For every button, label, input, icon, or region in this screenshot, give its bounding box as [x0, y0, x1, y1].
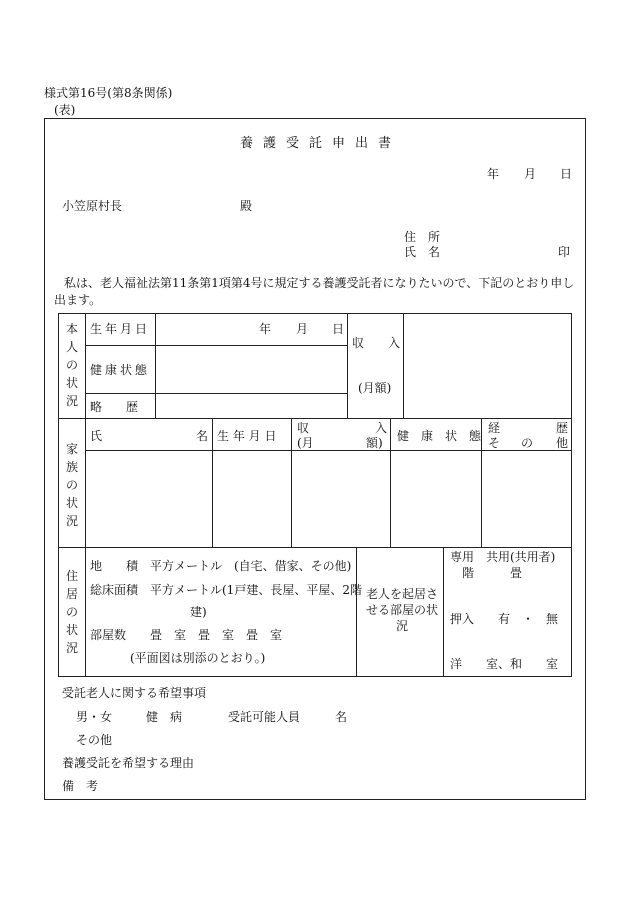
- family-other-a: そ: [488, 436, 501, 450]
- name-label: 氏 名: [404, 245, 441, 259]
- family-name-label-2: 名: [196, 429, 209, 443]
- intro-text: 私は、老人福祉法第11条第1項第4号に規定する養護受託者になりたいので、下記のとおり申し出ます。: [54, 276, 575, 308]
- housing-land-value: 平方メートル (自宅、借家、その他): [150, 559, 352, 573]
- self-income-monthly: (月額): [358, 381, 392, 395]
- family-other-b: の: [521, 436, 534, 450]
- form-side: (表): [54, 103, 76, 117]
- self-history-label: 略 歴: [90, 400, 139, 414]
- family-health-label: 健 康 状 態: [397, 429, 482, 443]
- grid-line: [443, 547, 444, 677]
- self-birth-month: 月: [296, 322, 309, 336]
- date-month: 月: [524, 167, 537, 181]
- form-number: 様式第16号(第8条関係): [44, 86, 173, 100]
- housing-floor-label: 総床面積: [90, 583, 139, 597]
- housing-elder-room-label: 老人を起居させる部屋の状況: [365, 587, 438, 634]
- grid-line: [85, 345, 348, 346]
- grid-line: [291, 418, 292, 548]
- family-name-label: 氏: [90, 429, 103, 443]
- housing-closet: 押入 有 ・ 無: [450, 612, 559, 626]
- grid-line: [347, 313, 348, 419]
- family-income-label-2: 入: [375, 421, 388, 435]
- housing-floor-value: 平方メートル(1戸建、長屋、平屋、2階: [150, 583, 362, 597]
- housing-section-label: 住居の状況: [65, 569, 78, 655]
- grid-line: [58, 313, 572, 314]
- family-income-sub: (月: [297, 436, 314, 450]
- wishes-header: 受託老人に関する希望事項: [62, 686, 207, 700]
- self-income-label: 収 入: [352, 336, 401, 350]
- wishes-remarks: 備 考: [62, 779, 99, 793]
- wishes-other: その他: [76, 733, 113, 747]
- grid-line: [403, 313, 404, 419]
- self-birth-day: 日: [332, 322, 345, 336]
- wishes-reason: 養護受託を希望する理由: [62, 756, 195, 770]
- date-day: 日: [560, 167, 573, 181]
- grid-line: [155, 313, 156, 419]
- housing-floor-value-2: 建): [190, 605, 207, 619]
- wishes-capacity: 受託可能人員: [228, 710, 301, 724]
- family-career-a: 経: [488, 421, 501, 435]
- grid-line: [85, 393, 348, 394]
- form-title: 養護受託申出書: [240, 136, 402, 151]
- honorific: 殿: [240, 199, 253, 213]
- grid-line: [58, 418, 572, 419]
- grid-line: [356, 547, 357, 677]
- family-section-label: 家族の状況: [65, 442, 78, 528]
- grid-line: [58, 676, 572, 677]
- housing-land-label: 地 積: [90, 559, 139, 573]
- self-birth-year: 年: [259, 322, 272, 336]
- grid-line: [212, 418, 213, 548]
- grid-line: [58, 313, 59, 677]
- self-birth-label: 生年月日: [90, 322, 151, 336]
- self-section-label: 本人の状況: [65, 322, 78, 408]
- date-year: 年: [487, 167, 500, 181]
- housing-rooms-label: 部屋数: [90, 628, 127, 642]
- family-career-b: 歴: [556, 421, 569, 435]
- grid-line: [390, 418, 391, 548]
- housing-plan-note: (平面図は別添のとおり。): [130, 651, 266, 665]
- self-health-label: 健康状態: [90, 363, 151, 377]
- addressee: 小笠原村長: [62, 199, 123, 213]
- housing-room-types: 洋 室、和 室: [450, 657, 559, 671]
- wishes-gender: 男・女: [76, 710, 113, 724]
- address-label: 住 所: [404, 230, 441, 244]
- housing-exclusive-shared: 専用 共用(共用者): [450, 550, 556, 564]
- family-income-label: 収: [297, 421, 310, 435]
- grid-line: [481, 418, 482, 548]
- grid-line: [58, 547, 572, 548]
- housing-floor-mat: 階 畳: [462, 566, 523, 580]
- housing-rooms-value: 畳 室 畳 室 畳 室: [150, 628, 283, 642]
- wishes-capacity-unit: 名: [335, 710, 348, 724]
- grid-line: [571, 313, 572, 677]
- wishes-illness: 健 病: [146, 710, 183, 724]
- family-income-sub-2: 額): [366, 436, 383, 450]
- family-birth-label: 生 年 月 日: [217, 429, 277, 443]
- family-other-c: 他: [556, 436, 569, 450]
- seal-mark: 印: [558, 245, 571, 259]
- grid-line: [85, 313, 86, 677]
